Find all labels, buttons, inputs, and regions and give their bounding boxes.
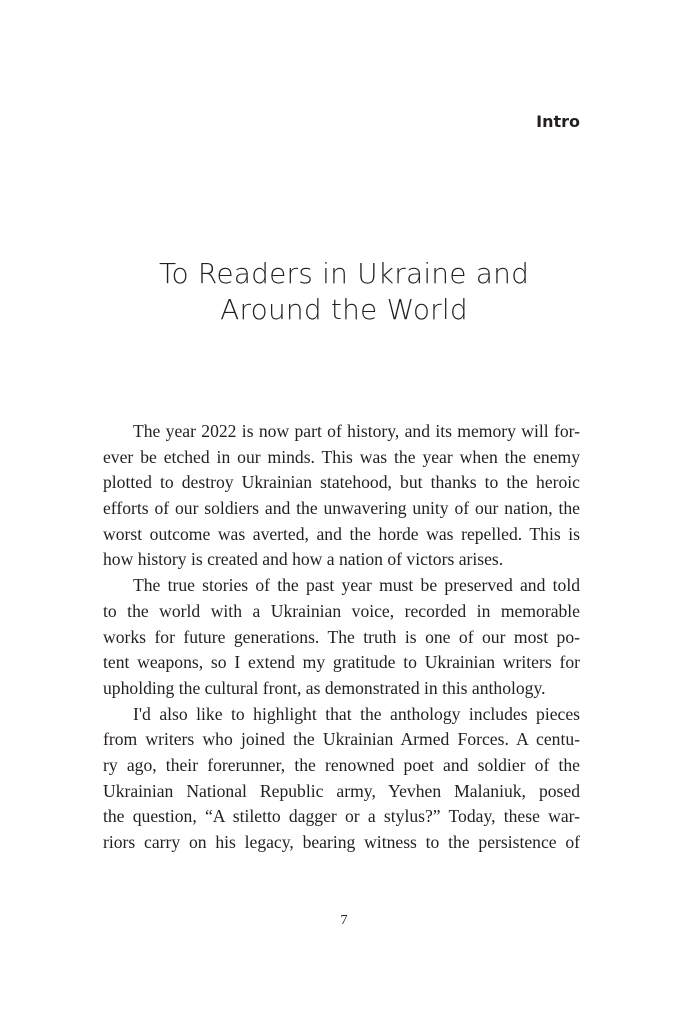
text-line: tent weapons, so I extend my gratitude to Ukrainian writers for <box>103 652 580 673</box>
paragraph <box>103 419 580 573</box>
paragraph <box>103 573 580 701</box>
text-line: plotted to destroy Ukrainian statehood, but thanks to the heroic <box>103 472 580 493</box>
paragraph <box>103 702 580 856</box>
text-line: The true stories of the past year must be preserved and told <box>133 575 580 596</box>
text-line: The year 2022 is now part of history, and its memory will for- <box>133 421 580 441</box>
text-line: ry ago, their forerunner, the renowned poet and soldier of the <box>103 754 580 775</box>
text-line: upholding the cultural front, as demonstrated in this anthology. <box>103 677 546 698</box>
text-line: works for future generations. The truth is one of our most po- <box>103 626 580 647</box>
running-head: Intro <box>536 112 580 131</box>
text-line: riors carry on his legacy, bearing witness to the persistence of <box>103 832 580 852</box>
text-line: efforts of our soldiers and the unwavering unity of our nation, the <box>103 498 580 519</box>
text-line: worst outcome was averted, and the horde was repelled. This is <box>103 523 580 544</box>
title-line: To Readers in Ukraine and <box>158 257 530 290</box>
page-number: 7 <box>340 913 348 928</box>
text-line: the question, “A stiletto dagger or a stylus?” Today, these war- <box>103 806 580 827</box>
text-line: I'd also like to highlight that the anthology includes pieces <box>133 703 580 724</box>
chapter-title <box>0 256 688 328</box>
text-line: ever be etched in our minds. This was the year when the enemy <box>103 446 580 467</box>
title-line: Around the World <box>220 293 468 326</box>
text-line: from writers who joined the Ukrainian Armed Forces. A centu- <box>103 729 580 750</box>
text-line: to the world with a Ukrainian voice, recorded in memorable <box>103 600 580 621</box>
text-line: how history is created and how a nation of victors arises. <box>103 549 504 570</box>
text-line: Ukrainian National Republic army, Yevhen Malaniuk, posed <box>103 780 580 801</box>
body-text <box>103 419 580 856</box>
